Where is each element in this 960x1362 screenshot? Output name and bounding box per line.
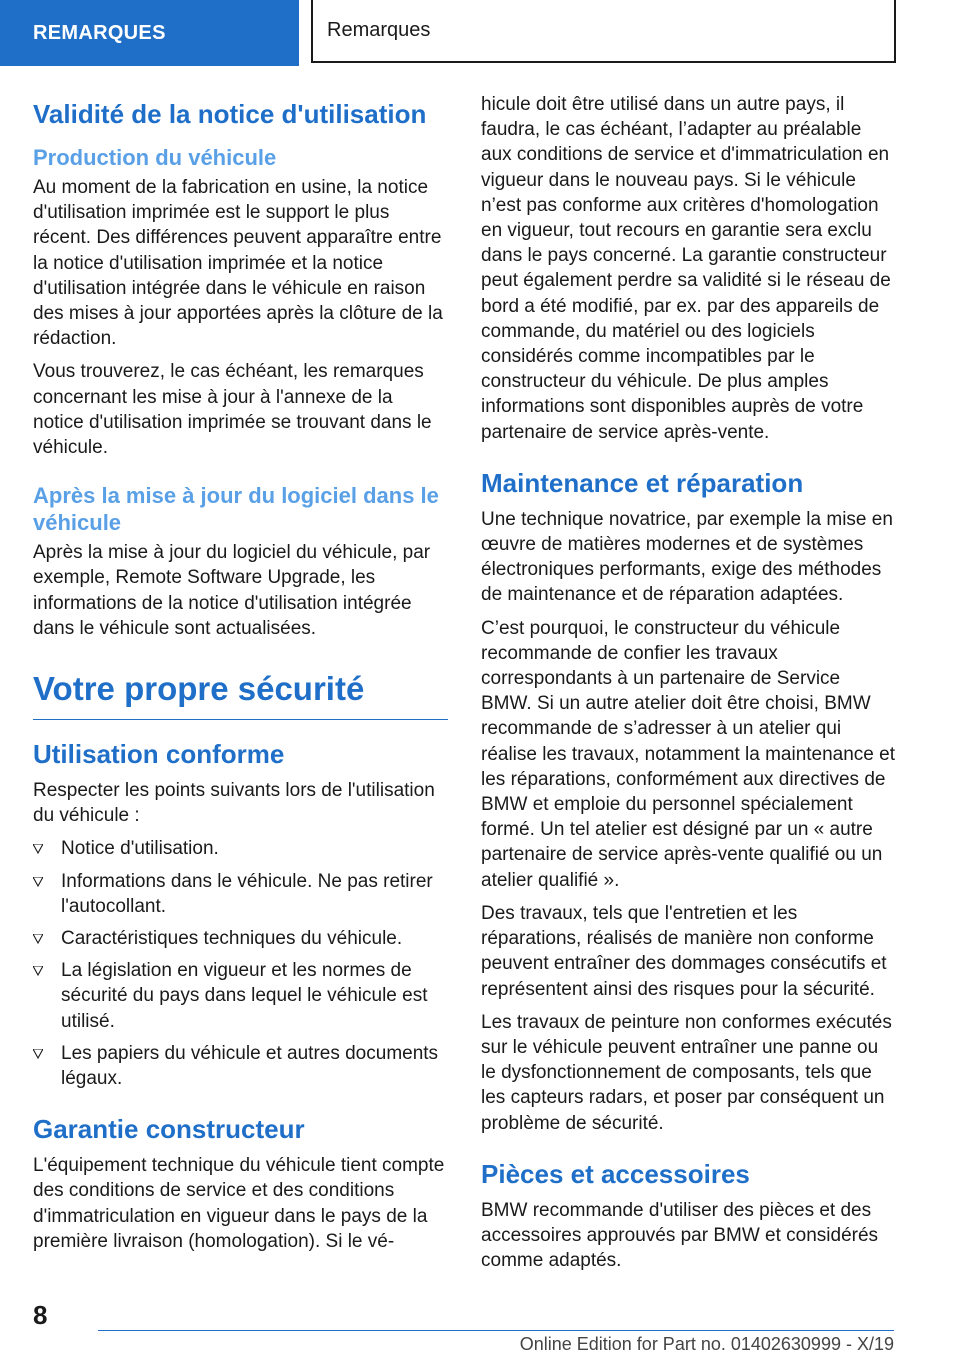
section-tab[interactable]: REMARQUES [0,0,299,66]
heading-pieces: Pièces et accessoires [481,1158,750,1189]
paragraph: hicule doit être utilisé dans un autre pays, il faudra, le cas échéant, l’adapter au préalable aux conditions de service et d'immatriculation en vigueur dans le nouveau pays. Si le véhicule n’est pas conforme aux critères d'homologation en vigueur, tout recours en garantie sera exclu dans le pays concerné. La garantie constructeur peut également perdre sa validité si le réseau de bord a été modifié, par ex. par des appareils de commande, du matériel ou des logiciels considérés comme incompatibles par le constructeur du véhicule. De plus amples informations sont disponibles auprès de votre partenaire de service après-vente. [481,94,891,443]
page-number: 8 [33,1300,48,1330]
paragraph: C’est pourquoi, le constructeur du véhicule recommande de confier les travaux correspondants à un partenaire de Service BMW. Si un autre atelier doit être choisi, BMW recommande de s’adresser à un atelier qui réalise les travaux, notamment la maintenance et les réparations, conformément aux directives de BMW et emploie du personnel spécialement formé. Un tel atelier est désigné par un « autre partenaire de service après-vente qualifié ou un atelier qualifié ». [481,617,895,891]
heading-validite: Validité de la notice d'utilisation [33,99,427,129]
paragraph: Après la mise à jour du logiciel du véhicule, par exemple, Remote Software Upgrade, les informations de la notice d'utilisation intégrée dans le véhicule sont actualisées. [33,542,431,639]
page-header [0,0,960,66]
paragraph: Vous trouverez, le cas échéant, les remarques concernant les mise à jour à l'annexe de la notice d'utilisation imprimée se trouvant dans le véhicule. [33,361,432,459]
list-item [33,1041,448,1091]
triangle-bullet-icon [33,966,43,976]
footer-edition: Online Edition for Part no. 01402630999 - X/19 [519,1334,894,1354]
paragraph: BMW recommande d'utiliser des pièces et des accessoires approuvés par BMW et considérés comme adaptés. [481,1199,879,1272]
paragraph: Au moment de la fabrication en usine, la notice d'utilisation imprimée est le support le plus récent. Des différences peuvent apparaître entre la notice d'utilisation imprimée et la notice d'utilisation intégrée dans le véhicule en raison des mises à jour apportées après la clôture de la rédaction. [33,177,443,350]
subheading-production: Production du véhicule [33,145,277,170]
list-item [33,926,448,951]
triangle-bullet-icon [33,844,43,854]
paragraph: Les travaux de peinture non conformes exécutés sur le véhicule peuvent entraîner une panne ou le dysfonctionnement de composants, tels que les capteurs radars, et poser par conséquent un problème de sécurité. [481,1011,892,1134]
list-item-text: Notice d'utilisation. [61,838,219,860]
triangle-bullet-icon [33,877,43,887]
chapter-tab[interactable]: Remarques [311,0,896,63]
list-item [33,836,448,861]
heading-utilisation-conforme: Utilisation conforme [33,739,285,770]
list-item [33,869,448,919]
subheading-apres-mise-a-jour: Après la mise à jour du logiciel dans le véhicule [33,483,439,536]
right-column [481,92,896,1281]
triangle-bullet-icon [33,1049,43,1059]
list-item-text: Les papiers du véhicule et autres documents légaux. [61,1042,439,1090]
heading-garantie: Garantie constructeur [33,1114,305,1145]
paragraph: Respecter les points suivants lors de l'utilisation du véhicule : [33,780,435,827]
heading-votre-securite: Votre propre sécurité [33,669,448,720]
paragraph: L'équipement technique du véhicule tient compte des conditions de service et des conditions d'immatriculation en vigueur dans le pays de la première livraison (homologation). Si le vé- [33,1155,445,1252]
footer-divider [98,1330,894,1331]
triangle-bullet-icon [33,934,43,944]
bullet-list [33,836,448,1091]
paragraph: Une technique novatrice, par exemple la mise en œuvre de matières modernes et de systèmes électroniques performants, exige des méthodes de maintenance et de réparation adaptées. [481,508,893,606]
list-item-text: Informations dans le véhicule. Ne pas retirer l'autocollant. [61,870,433,917]
list-item [33,958,448,1034]
paragraph: Des travaux, tels que l'entretien et les réparations, réalisés de manière non conforme peuvent entraîner des dommages consécutifs et représentent ainsi des risques pour la sécurité. [481,902,887,1000]
heading-maintenance: Maintenance et réparation [481,467,804,498]
list-item-text: Caractéristiques techniques du véhicule. [61,928,403,950]
list-item-text: La législation en vigueur et les normes de sécurité du pays dans lequel le véhicule est utilisé. [61,960,428,1032]
left-column [33,98,448,1262]
